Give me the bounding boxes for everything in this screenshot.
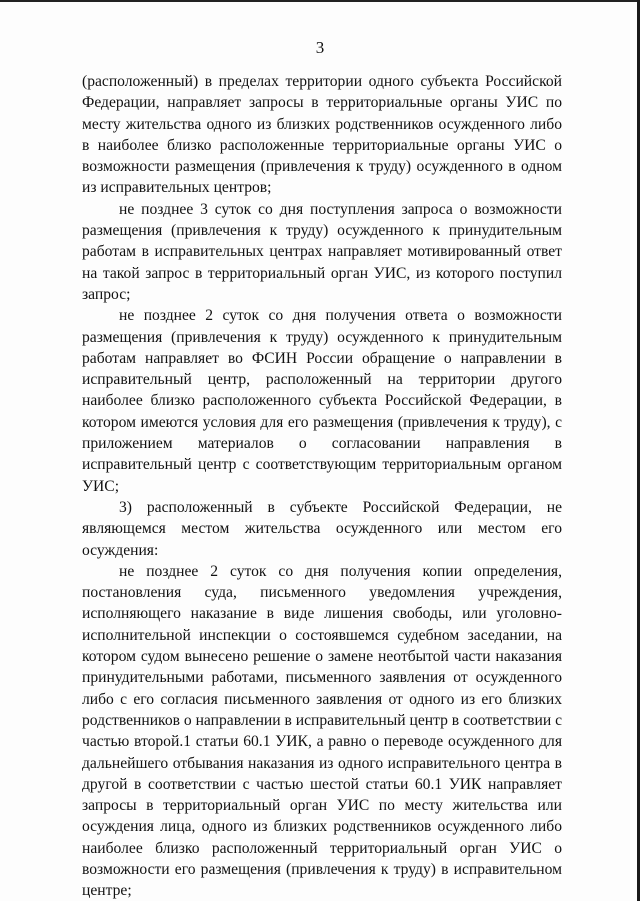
paragraph-item-3: 3) расположенный в субъекте Российской Федерации, не являющемся местом жительства осужденного или местом его осуждения: — [82, 498, 562, 559]
scan-top-edge — [0, 0, 640, 2]
paragraph-continuation: (расположенный) в пределах территории одного субъекта Российской Федерации, направляет запросы в территориальные органы УИС по месту жительства одного из близких родственников осужденного либо в наиболее близко расположенные территориальные органы УИС о возможности размещения (привлечения к труду) осужденного в одном из исправительных центров; — [82, 73, 562, 197]
document-body — [82, 71, 562, 902]
paragraph-response-deadline: не позднее 3 суток со дня поступления запроса о возможности размещения (привлечения к труду) осужденного к принудительным работам в исправительных центрах направляет мотивированный ответ на такой запрос в территориальный орган УИС, из которого поступил запрос; — [82, 200, 562, 303]
page-number: 3 — [315, 38, 325, 57]
paragraph-copy-deadline: не позднее 2 суток со дня получения копии определения, постановления суда, письменного уведомления учреждения, исполняющего наказание в виде лишения свободы, или уголовно-исполнительной инспекции о состоявшемся судебном заседании, на котором судом вынесено решение о замене неотбытой части наказания принудительными работами, письменного заявления от осужденного либо с его согласия письменного заявления от одного из его близких родственников о направлении в исправительный центр в соответствии с частью второй.1 статьи 60.1 УИК, а равно о переводе осужденного для дальнейшего отбывания наказания из одного исправительного центра в другой в соответствии с частью шестой статьи 60.1 УИК направляет запросы в территориальный орган УИС по месту жительства или осуждения лица, одного из близких родственников осужденного либо наиболее близко расположенный территориальный орган УИС о возможности его размещения (привлечения к труду) в исправительном центре; — [82, 562, 562, 900]
paragraph-fsin-request: не позднее 2 суток со дня получения ответа о возможности размещения (привлечения к труду) осужденного к принудительным работам направляет во ФСИН России обращение о направлении в исправительный центр, расположенный на территории другого наиболее близко расположенного субъекта Российской Федерации, в котором имеются условия для его размещения (привлечения к труду), с приложением материалов о согласовании направления в исправительный центр с соответствующим территориальным органом УИС; — [82, 307, 562, 495]
